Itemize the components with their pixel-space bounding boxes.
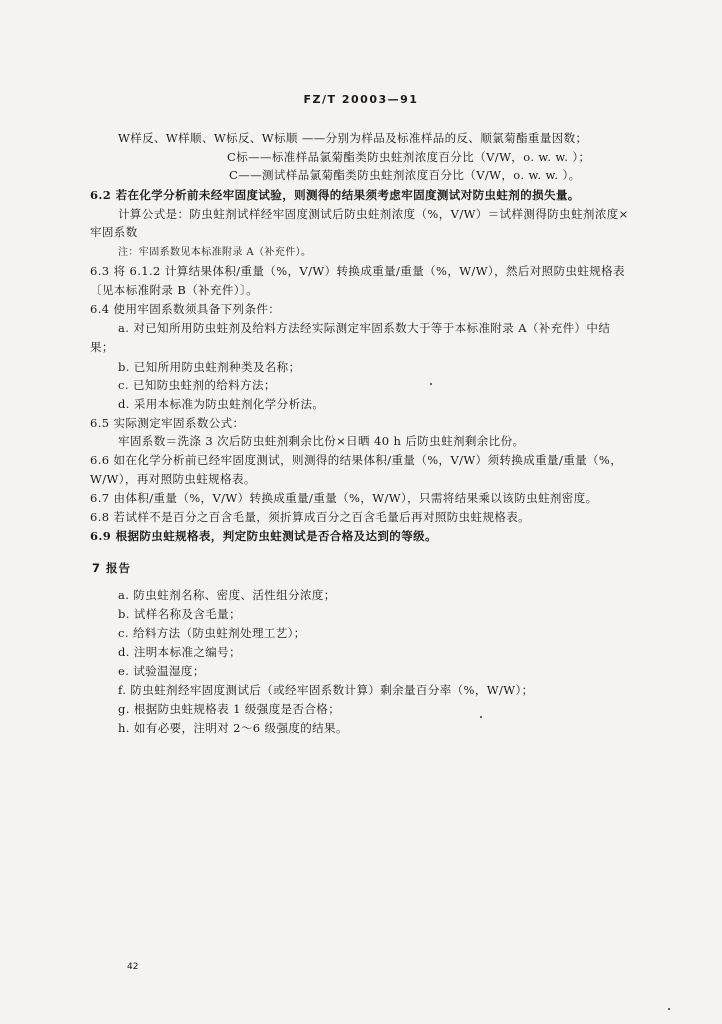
text-line: 6.9 根据防虫蛀规格表，判定防虫蛀测试是否合格及达到的等级。	[90, 529, 437, 543]
scan-speck	[480, 716, 482, 718]
list-item: e. 试验温湿度；	[118, 664, 205, 678]
text-line: C——测试样品氯菊酯类防虫蛀剂浓度百分比（V/W，o. w. w. ）。	[229, 168, 581, 182]
list-item: h. 如有必要，注明对 2～6 级强度的结果。	[118, 721, 348, 735]
page-number: 42	[127, 962, 139, 972]
text-line: 6.6 如在化学分析前已经牢固度测试，则测得的结果体积/重量（%，V/W）须转换成重量/重量（%，	[90, 453, 623, 467]
list-item: b. 试样名称及含毛量；	[118, 607, 241, 621]
list-item: f. 防虫蛀剂经牢固度测试后（或经牢固系数计算）剩余量百分率（%，W/W）；	[118, 683, 534, 697]
page-header: FZ/T 20003—91	[303, 93, 419, 106]
scan-speck	[430, 383, 432, 385]
text-line: 计算公式是：防虫蛀剂试样经牢固度测试后防虫蛀剂浓度（%，V/W）＝试样测得防虫蛀剂浓度×	[118, 207, 629, 221]
section-title: 7 报告	[92, 561, 132, 575]
text-line: d. 采用本标准为防虫蛀剂化学分析法。	[118, 397, 325, 411]
text-line: C标——标准样品氯菊酯类防虫蛀剂浓度百分比（V/W，o. w. w. ）；	[227, 150, 591, 164]
text-line: 6.5 实际测定牢固系数公式：	[90, 416, 245, 430]
list-item: d. 注明本标准之编号；	[118, 645, 241, 659]
list-item: c. 给料方法（防虫蛀剂处理工艺）；	[118, 626, 306, 640]
text-line: b. 已知所用防虫蛀剂种类及名称；	[118, 360, 301, 374]
text-line: 6.2 若在化学分析前未经牢固度试验，则测得的结果须考虑牢固度测试对防虫蛀剂的损失量。	[90, 188, 580, 202]
note-line: 注：牢固系数见本标准附录 A（补充件）。	[118, 247, 312, 258]
text-line: W样反、W样顺、W标反、W标顺 ——分别为样品及标准样品的反、顺氯菊酯重量因数；	[118, 131, 588, 145]
list-item: a. 防虫蛀剂名称、密度、活性组分浓度；	[118, 588, 336, 602]
text-line: a. 对已知所用防虫蛀剂及给料方法经实际测定牢固系数大于等于本标准附录 A（补充件）中结	[118, 321, 611, 335]
text-line: c. 已知防虫蛀剂的给料方法；	[118, 378, 276, 392]
text-line: 6.7 由体积/重量（%，V/W）转换成重量/重量（%，W/W），只需将结果乘以该防虫蛀剂密度。	[90, 491, 598, 505]
list-item: g. 根据防虫蛀规格表 1 级强度是否合格；	[118, 702, 341, 716]
text-line: 〔见本标准附录 B（补充件）〕。	[90, 283, 259, 297]
text-line: 果；	[90, 340, 114, 354]
text-line: 牢固系数	[90, 225, 138, 239]
text-line: 6.8 若试样不是百分之百含毛量，须折算成百分之百含毛量后再对照防虫蛀规格表。	[90, 510, 531, 524]
text-line: 牢固系数＝洗涤 3 次后防虫蛀剂剩余比份×日晒 40 h 后防虫蛀剂剩余比份。	[118, 434, 525, 448]
text-line: 6.4 使用牢固系数须具备下列条件：	[90, 302, 281, 316]
scan-speck	[668, 1008, 670, 1010]
text-line: 6.3 将 6.1.2 计算结果体积/重量（%，V/W）转换成重量/重量（%，W/W），然后对照防虫蛀规格表	[90, 264, 625, 278]
text-line: W/W），再对照防虫蛀规格表。	[90, 472, 256, 486]
